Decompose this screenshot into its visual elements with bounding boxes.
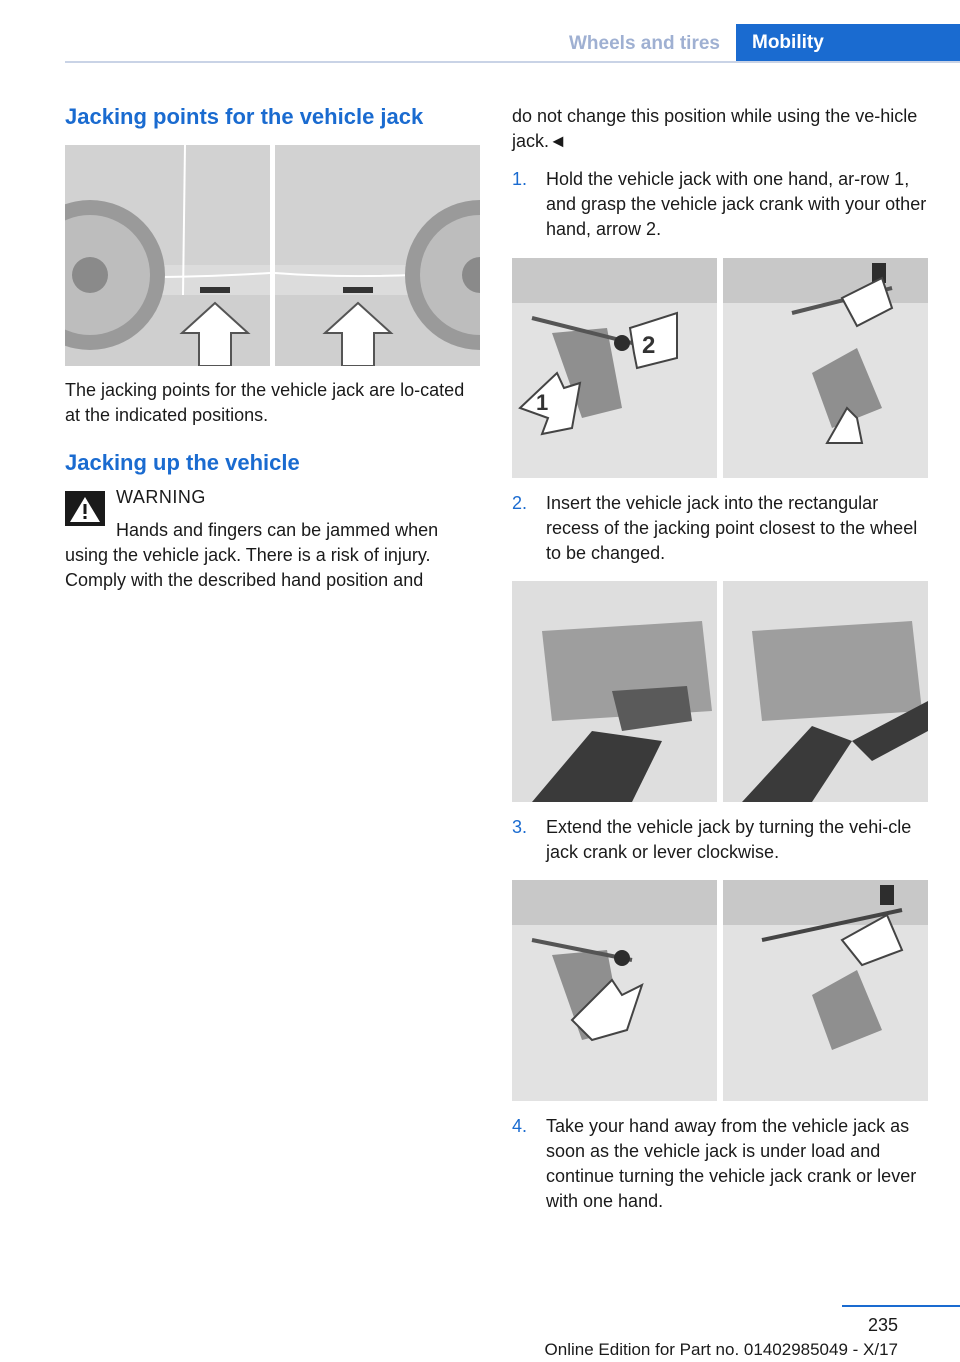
figure-jacking-points — [65, 145, 480, 366]
warning-triangle-icon — [65, 491, 105, 526]
step-item — [512, 1114, 928, 1214]
header-rule — [65, 61, 960, 63]
steps-list — [512, 167, 928, 242]
footer-rule — [842, 1305, 960, 1307]
steps-list-3 — [512, 815, 928, 865]
right-column — [512, 100, 928, 1214]
step-number: 4. — [512, 1116, 528, 1136]
warning-block — [65, 485, 480, 543]
continued-text: do not change this position while using the ve-hicle jack.◄ — [512, 106, 918, 151]
figure-step1-hold-jack — [512, 258, 928, 478]
heading-jacking-up: Jacking up the vehicle — [65, 450, 300, 475]
warning-text: using the vehicle jack. There is a risk of injury. Comply with the described hand position and — [65, 545, 431, 590]
figure-step3-extend-jack — [512, 880, 928, 1101]
step-number: 3. — [512, 817, 528, 837]
intro-text: The jacking points for the vehicle jack are lo-cated at the indicated positions. — [65, 380, 465, 425]
step-text: Insert the vehicle jack into the rectangular recess of the jacking point closest to the wheel to be changed. — [546, 493, 918, 563]
step-item — [512, 167, 928, 242]
step-text: Take your hand away from the vehicle jack as soon as the vehicle jack is under load and continue turning the vehicle jack crank or lever with one hand. — [546, 1116, 917, 1211]
warning-line-1: Hands and fingers can be jammed when — [116, 520, 439, 540]
figure-step2-insert-jack — [512, 581, 928, 802]
left-column — [65, 100, 480, 593]
page-number: 235 — [867, 1315, 898, 1335]
callout-label-1: 1 — [536, 390, 549, 415]
step-item — [512, 815, 928, 865]
steps-list-4 — [512, 1114, 928, 1214]
steps-list-2 — [512, 491, 928, 566]
edition-note: Online Edition for Part no. 01402985049 - X/17 — [544, 1340, 898, 1359]
heading-jacking-points: Jacking points for the vehicle jack — [65, 104, 424, 129]
header-section-title: Wheels and tires — [569, 33, 720, 54]
step-item — [512, 491, 928, 566]
header-chapter-tab: Mobility — [736, 24, 960, 62]
step-text: Extend the vehicle jack by turning the vehi-cle jack crank or lever clockwise. — [546, 817, 912, 862]
step-number: 1. — [512, 169, 528, 189]
warning-title: WARNING — [116, 487, 206, 507]
step-number: 2. — [512, 493, 528, 513]
step-text: Hold the vehicle jack with one hand, ar-row 1, and grasp the vehicle jack crank with your other hand, arrow 2. — [546, 169, 927, 239]
callout-label-2: 2 — [642, 332, 656, 359]
